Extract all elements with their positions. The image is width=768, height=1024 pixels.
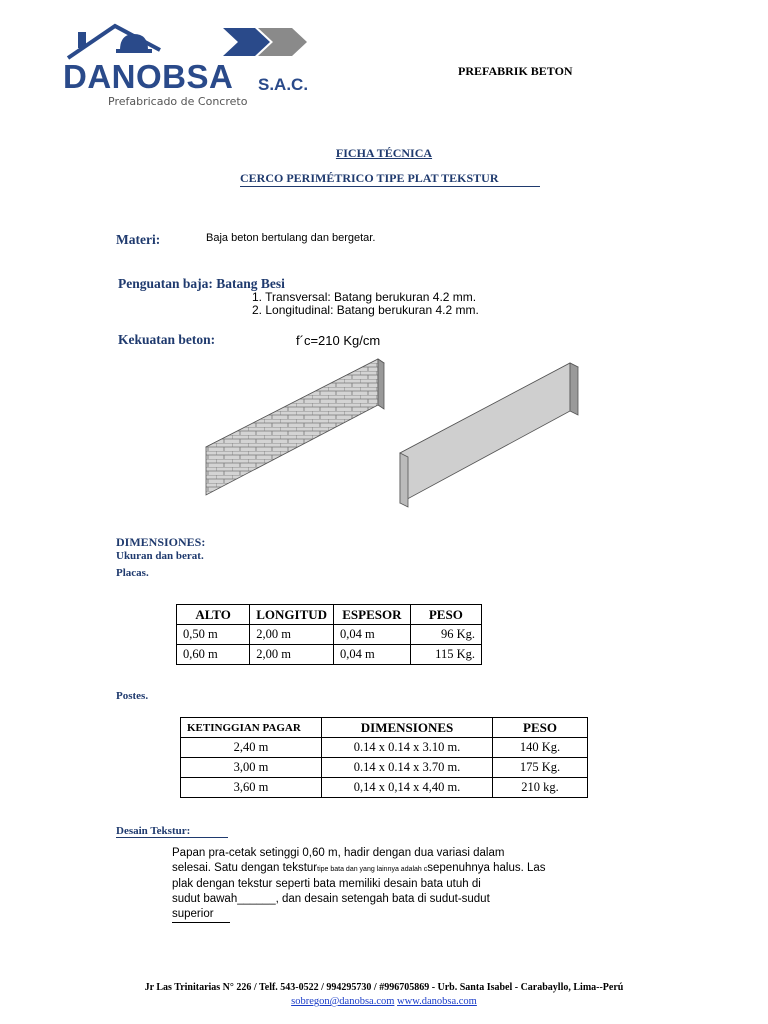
table-header-row (177, 605, 482, 625)
subtitle-text: CERCO PERIMÉTRICO TIPE PLAT TEKSTUR (240, 171, 499, 185)
texture-label (116, 825, 228, 838)
table-row (181, 738, 588, 758)
table-cell: 0,04 m (334, 645, 411, 665)
brick-panel-image (200, 355, 390, 505)
table-row (177, 645, 482, 665)
texture-line-part: sepenuhnya halus. Las (427, 862, 546, 874)
table-cell: 115 Kg. (410, 645, 481, 665)
table-cell: 0,04 m (334, 625, 411, 645)
footer-address: Jr Las Trinitarias N° 226 / Telf. 543-0522 / 994295730 / #996705869 - Urb. Santa Isabel - Carabayllo, Lima--Perú (144, 982, 624, 993)
page-subtitle (240, 171, 540, 187)
column-header: LONGITUD (250, 605, 334, 625)
column-header: KETINGGIAN PAGAR (181, 718, 322, 738)
texture-line (172, 861, 612, 877)
texture-line-part: superior (172, 908, 214, 920)
table-cell: 2,00 m (250, 625, 334, 645)
website-link[interactable]: www.danobsa.com (397, 996, 477, 1007)
reinforcement-item: 2. Longitudinal: Batang berukuran 4.2 mm. (252, 303, 479, 317)
logo-name: DANOBSA (63, 58, 234, 95)
table-cell: 140 Kg. (493, 738, 588, 758)
smooth-panel-image (398, 355, 588, 510)
table-cell: 3,60 m (181, 778, 322, 798)
table-row (181, 758, 588, 778)
page-title: FICHA TÉCNICA (335, 146, 433, 160)
texture-line: plak dengan tekstur seperti bata memiliki desain bata utuh di (172, 878, 481, 890)
table-row (181, 778, 588, 798)
email-link[interactable]: sobregon@danobsa.com (291, 996, 395, 1007)
dimensions-heading: DIMENSIONES: (116, 535, 206, 549)
texture-line: Papan pra-cetak setinggi 0,60 m, hadir dengan dua variasi dalam (172, 847, 505, 859)
table-cell: 2,00 m (250, 645, 334, 665)
reinforcement-label: Penguatan baja: Batang Besi (118, 276, 285, 291)
texture-description (172, 846, 612, 923)
table-cell: 0.14 x 0.14 x 3.10 m. (322, 738, 493, 758)
table-row (177, 625, 482, 645)
strength-value: f´c=210 Kg/cm (296, 333, 381, 348)
table-cell: 0,50 m (177, 625, 250, 645)
material-value: Baja beton bertulang dan bergetar. (206, 232, 376, 244)
table-cell: 210 kg. (493, 778, 588, 798)
column-header: PESO (410, 605, 481, 625)
table-cell: 0,60 m (177, 645, 250, 665)
column-header: ALTO (177, 605, 250, 625)
logo-suffix: S.A.C. (258, 75, 309, 94)
plates-table (176, 604, 482, 665)
logo-tagline: Prefabricado de Concreto (108, 95, 248, 108)
texture-line-small: tipe bata dan yang lainnya adalah c (317, 866, 428, 873)
table-cell: 96 Kg. (410, 625, 481, 645)
material-label: Materi: (116, 232, 161, 247)
footer-contacts (0, 996, 768, 1007)
plates-label: Placas. (116, 567, 149, 579)
table-cell: 0,14 x 0,14 x 4,40 m. (322, 778, 493, 798)
texture-line-part: selesai. Satu dengan tekstur (172, 862, 318, 874)
posts-table (180, 717, 588, 798)
texture-label-text: Desain Tekstur: (116, 825, 191, 837)
table-cell: 0.14 x 0.14 x 3.70 m. (322, 758, 493, 778)
column-header: PESO (493, 718, 588, 738)
posts-label: Postes. (116, 690, 149, 702)
table-cell: 2,40 m (181, 738, 322, 758)
column-header: ESPESOR (334, 605, 411, 625)
texture-line (172, 907, 230, 923)
column-header: DIMENSIONES (322, 718, 493, 738)
reinforcement-item: 1. Transversal: Batang berukuran 4.2 mm. (252, 290, 477, 304)
table-header-row (181, 718, 588, 738)
table-cell: 175 Kg. (493, 758, 588, 778)
strength-label: Kekuatan beton: (118, 332, 216, 347)
texture-line: sudut bawah______, dan desain setengah bata di sudut-sudut (172, 893, 490, 905)
document-label: PREFABRIK BETON (458, 64, 573, 78)
dimensions-subheading: Ukuran dan berat. (116, 550, 204, 562)
table-cell: 3,00 m (181, 758, 322, 778)
